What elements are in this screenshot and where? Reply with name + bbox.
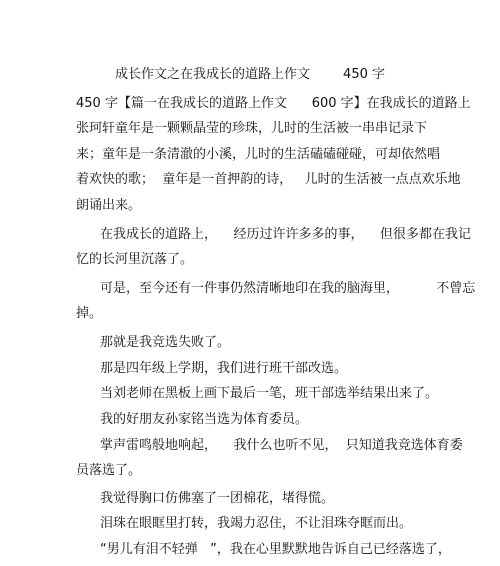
paragraph-line: 张珂轩童年是一颗颗晶莹的珍珠，儿时的生活被一串串记录下 [76,121,428,136]
paragraph-line: 当刘老师在黑板上画下最后一笔，班干部选举结果出来了。 [100,386,439,401]
paragraph-line: 我觉得胸口仿佛塞了一团棉花，堵得慌。 [100,491,335,506]
paragraph-line: 掌声雷鸣般地响起， 我什么也听不见， 只知道我竞选体育委 [100,438,463,453]
paragraph-line: 掉。 [76,306,103,321]
paragraph-line: 那是四年级上学期，我们进行班干部改选。 [100,361,348,376]
paragraph-line: 可是，至今还有一件事仍然清晰地印在我的脑海里， 不曾忘 [100,281,476,296]
paragraph-line: 朗诵出来。 [76,198,142,213]
paragraph-line: 那就是我竞选失败了。 [100,335,231,350]
paragraph-line: 我的好朋友孙家铭当选为体育委员。 [100,412,309,427]
paragraph-line: 450 字【篇一在我成长的道路上作文 600 字】在我成长的道路上 [76,96,471,111]
paragraph-line: “男儿有泪不轻弹 ”，我在心里默默地告诉自己已经落选了， [100,542,451,557]
paragraph-line: 泪珠在眼眶里打转，我竭力忍住，不让泪珠夺眶而出。 [100,516,413,531]
paragraph-line: 员落选了。 [76,463,142,478]
paragraph-line: 来；童年是一条清澈的小溪，儿时的生活磕磕碰碰，可却依然唱 [76,147,441,162]
paragraph-line: 在我成长的道路上， 经历过许许多多的事， 但很多都在我记 [100,227,472,242]
paragraph-line: 着欢快的歌； 童年是一首押韵的诗， 儿时的生活被一点点欢乐地 [76,172,461,187]
document-title: 成长作文之在我成长的道路上作文 450 字 [114,67,385,82]
paragraph-line: 忆的长河里沉落了。 [76,252,194,267]
